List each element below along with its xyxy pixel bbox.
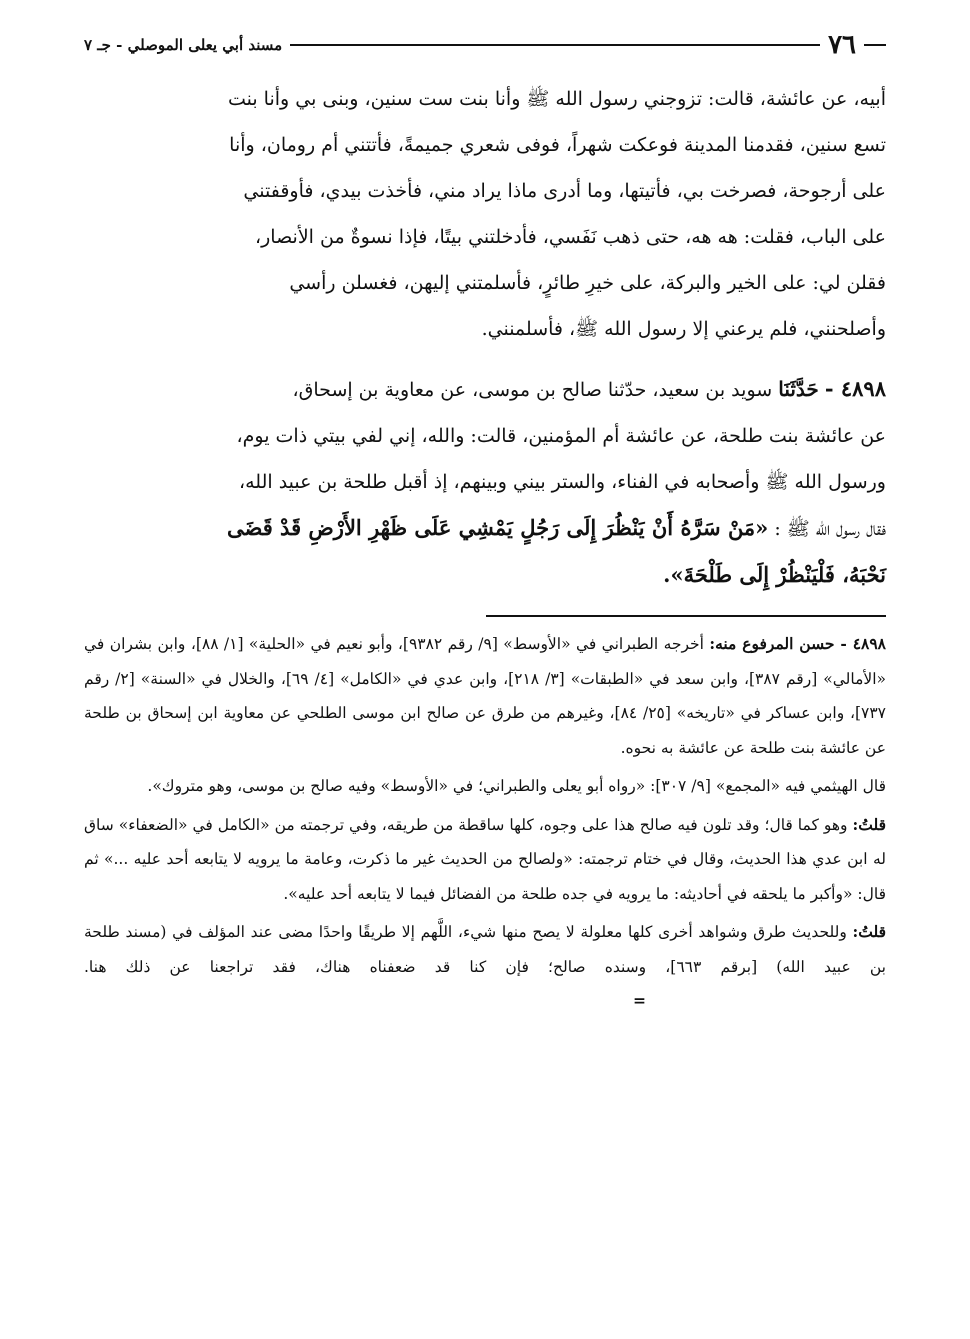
hadith-number: ٤٨٩٨ - (824, 376, 886, 401)
footnote-text: وهو كما قال؛ وقد تلون فيه صالح هذا على وجوه، كلها ساقطة من طريقه، وفي ترجمته من «الكامل في «الضعفاء» ساق له ابن عدي هذا الحديث، وقال في ختام ترجمته: «ولصالح من الحديث غير ما ذكرت، وعامة ما يرويه لا يتابعه أحد عليه ...» ثم قال: «وأكبر ما يلحقه في أحاديثه: ما يرويه في جده طلحة من الفضائل فيما لا يتابعه أحد عليه». (84, 815, 886, 903)
hadith-opening-line (84, 366, 886, 413)
page-body (84, 76, 886, 1019)
quote-line (84, 505, 886, 552)
quote-intro: فقال رسول الله ﷺ : (774, 518, 886, 540)
paragraph-line: فقلن لي: على الخير والبركة، على خيرِ طائرٍ، فأسلمتني إليهن، فغسلن رأسي (289, 272, 886, 294)
isnad-text: سويد بن سعيد، حدّثنا صالح بن موسى، عن معاوية بن إسحاق، (292, 379, 773, 401)
qultu-label: قلتُ: (852, 922, 886, 941)
paragraph-line: على الباب، فقلت: هه هه، حتى ذهب نَفَسي، فأدخلتني بيتًا، فإذا نسوةٌ من الأنصار، (254, 226, 886, 248)
paragraph-line: ورسول الله ﷺ وأصحابه في الفناء، والستر بيني وبينهم، إذ أقبل طلحة بن عبيد الله، (238, 471, 886, 493)
paragraph-line: على أرجوحة، فصرخت بي، فأتيتها، وما أدرى ماذا يراد مني، فأخذت بيدي، فأوقفتني (243, 180, 886, 202)
prophetic-quote: «مَنْ سَرَّهُ أَنْ يَنْظُرَ إِلَى رَجُلٍ يَمْشِي عَلَى ظَهْرِ الأَرْضِ قَدْ قَضَى (226, 515, 769, 540)
header-rule (290, 44, 820, 46)
footnote-heading: ٤٨٩٨ - حسن المرفوع منه: (709, 634, 886, 653)
page-number: ٧٦ (828, 30, 856, 60)
footnote-paragraph (84, 808, 886, 912)
haddathana: حَدَّثَنَا (778, 377, 819, 401)
paragraph-line: أبيه، عن عائشة، قالت: تزوجني رسول الله ﷺ وأنا بنت ست سنين، وبنى بي وأنا بنت (227, 88, 886, 110)
paragraph-line: تسع سنين، فقدمنا المدينة فوعكت شهراً، فوفى شعري جميمةً، فأتتني أم رومان، وأنا (229, 134, 886, 156)
running-title: مسند أبي يعلى الموصلي - جـ ٧ (84, 36, 283, 54)
footnote-text: أخرجه الطبراني في «الأوسط» [٩/ رقم ٩٣٨٢]، وأبو نعيم في «الحلية» [١/ ٨٨]، وابن بشران في «الأمالي» [رقم ٣٨٧]، وابن سعد في «الطبقات» [٣/ ٢١٨]، وابن عدي في «الكامل» [٤/ ٦٩]، والخلال في «السنة» [٢/ رقم ٧٣٧]، وابن عساكر في «تاريخه» [٢٥/ ٨٤]، وغيرهم من طرق عن صالح ابن موسى الطلحي عن معاوية ابن إسحاق بن طلحة عن عائشة بنت طلحة عن عائشة به نحوه. (84, 635, 887, 757)
running-header (84, 28, 886, 62)
footnotes (84, 627, 886, 1019)
main-text (84, 76, 886, 599)
quote-line-end (84, 552, 886, 599)
paragraph-line: عن عائشة بنت طلحة، عن عائشة أم المؤمنين، قالت: والله، إني لفي بيتي ذات يوم، (236, 425, 886, 447)
continuation-mark: = (633, 991, 646, 1010)
footnote-paragraph: قال الهيثمي فيه «المجمع» [٩/ ٣٠٧]: «رواه أبو يعلى والطبراني؛ في «الأوسط» وفيه صالح بن موسى، وهو متروك». (147, 777, 886, 795)
footnote-paragraph (84, 627, 886, 765)
footnote-text: وللحديث طرق وشواهد أخرى كلها معلولة لا يصح منها شيء، اللَّهم إلا طريقًا واحدًا مضى عند المؤلف في (مسند طلحة بن عبيد الله) [برقم ٦٦٣]، وسنده صالح؛ فإن كنا قد ضعفناه هناك، فقد تراجعنا عن ذلك هنا. (84, 923, 886, 976)
qultu-label: قلتُ: (852, 814, 886, 834)
prophetic-quote-end: نَحْبَهُ، فَلْيَنْظُرْ إِلَى طَلْحَةَ». (663, 562, 886, 587)
header-dash (864, 44, 886, 46)
paragraph-line: وأصلحنني، فلم يرعني إلا رسول الله ﷺ، فأسلمنني. (481, 318, 886, 340)
footnote-separator (486, 615, 886, 617)
footnote-paragraph (84, 915, 886, 1019)
